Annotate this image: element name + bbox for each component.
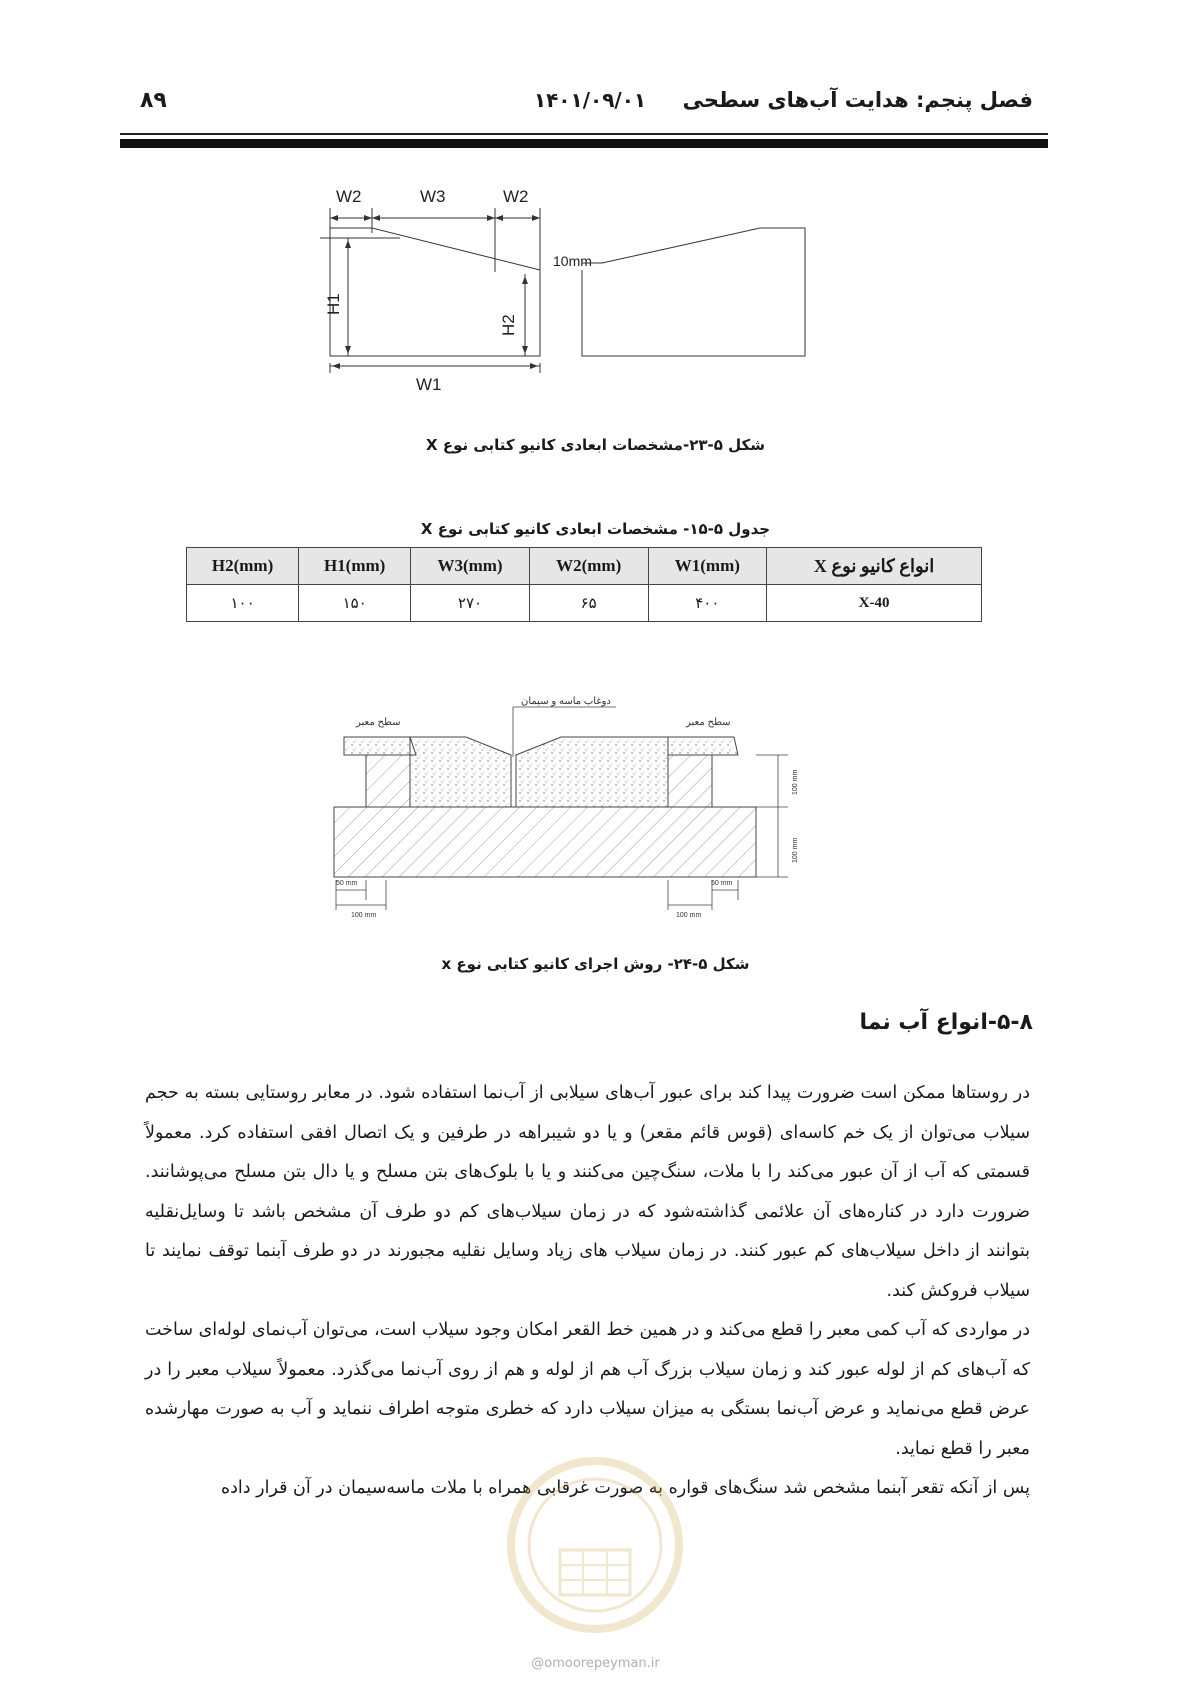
canio-dimension-diagram <box>320 188 830 418</box>
label-surface-right: سطح معبر <box>686 717 731 728</box>
table-header-row <box>187 548 982 585</box>
table-cell: ۴۰۰ <box>648 585 767 622</box>
paragraph: در مواردی که آب کمی معبر را قطع می‌کند و در همین خط القعر امکان وجود سیلاب است، می‌توان آب‌نمای لوله‌ای ساخت که آب‌های کم از لوله عبور کند و زمان سیلاب بزرگ آب هم از لوله و هم از روی آب‌نما می‌گذرد. معمولاً سیلاب معبر را در عرض قطع می‌نماید و عرض آب‌نما بستگی به میزان سیلاب دارد که خطری متوجه اطراف ننماید و آب به صورت مهارشده معبر را قطع نماید. <box>145 1320 1030 1459</box>
body-text <box>145 1074 1030 1509</box>
label-w1: W1 <box>416 375 442 394</box>
label-10mm: 10mm <box>553 253 592 269</box>
right-surface-paver <box>668 737 738 755</box>
base-slab <box>334 807 756 877</box>
paragraph: در روستاها ممکن است ضرورت پیدا کند برای عبور آب‌های سیلابی از آب‌نما استفاده شود. در معابر روستایی بسته به حجم سیلاب می‌توان از یک خم کاسه‌ای (قوس قائم مقعر) و یا دو شیبراهه در طرفین و یک اتصال افقی استفاده کرد. معمولاً قسمتی که آب از آن عبور می‌کند را با ملات، سنگ‌چین می‌کنند و یا با بلوک‌های بتن مسلح و یا دال بتن مسلح می‌پوشانند. ضرورت دارد در کناره‌های آن علائمی گذاشته‌شود که در زمان سیلاب‌های کم دو طرف آن مشخص باشد تا وسایل‌نقلیه بتوانند از داخل سیلاب‌های کم عبور کنند. در زمان سیلاب های زیاد وسایل نقلیه مجبورند در دو طرف آبنما توقف نمایند تا سیلاب فروکش کند. <box>145 1083 1030 1301</box>
table-header-cell: W1(mm) <box>648 548 767 585</box>
table-header-cell: انواع کانیو نوع X <box>767 548 982 585</box>
table-header-cell: W3(mm) <box>411 548 530 585</box>
left-surface-paver <box>344 737 416 755</box>
table-header-cell: W2(mm) <box>529 548 648 585</box>
label-surface-left: سطح معبر <box>356 717 401 728</box>
table-header-cell: H1(mm) <box>299 548 411 585</box>
section-title: ۵-۸-انواع آب نما <box>859 1010 1033 1035</box>
watermark-seal <box>505 1455 685 1635</box>
table-cell: X-40 <box>767 585 982 622</box>
header-divider-thick <box>120 139 1048 148</box>
label-dim-top: 100 mm <box>792 769 799 795</box>
dimension-table <box>186 547 982 622</box>
label-right-50: 50 mm <box>711 880 733 887</box>
page-number: ۸۹ <box>140 88 167 113</box>
right-curb-block <box>668 755 712 807</box>
label-h1: H1 <box>324 293 343 315</box>
page-header <box>140 88 1033 120</box>
header-divider-thin <box>120 133 1048 135</box>
paragraph: پس از آنکه تقعر آبنما مشخص شد سنگ‌های قواره به صورت غرقابی همراه با ملات ماسه‌سیمان در آن قرار داده <box>220 1478 1030 1498</box>
figure1-caption: شکل ۵-۲۳-مشخصات ابعادی کانیو کتابی نوع X <box>426 436 765 454</box>
label-h2: H2 <box>499 314 518 336</box>
label-w2-left: W2 <box>336 188 362 206</box>
table-header-cell: H2(mm) <box>187 548 299 585</box>
table-cell: ۱۰۰ <box>187 585 299 622</box>
table-row <box>187 585 982 622</box>
left-curb-block <box>366 755 410 807</box>
table-cell: ۶۵ <box>529 585 648 622</box>
label-w3: W3 <box>420 188 446 206</box>
label-left-50: 50 mm <box>336 880 358 887</box>
table-caption: جدول ۵-۱۵- مشخصات ابعادی کانیو کتابی نوع X <box>420 520 771 538</box>
canio-right-profile <box>582 228 805 356</box>
header-date: ۱۴۰۱/۰۹/۰۱ <box>533 88 647 112</box>
table-cell: ۱۵۰ <box>299 585 411 622</box>
label-right-100: 100 mm <box>676 912 702 919</box>
label-grout: دوغاب ماسه و سیمان <box>521 696 611 707</box>
label-dim-bottom: 100 mm <box>792 837 799 863</box>
label-w2-right: W2 <box>503 188 529 206</box>
right-concrete-body <box>516 737 668 807</box>
label-left-100: 100 mm <box>351 912 377 919</box>
watermark-site: @omoorepeyman.ir <box>531 1656 660 1671</box>
table-cell: ۲۷۰ <box>411 585 530 622</box>
figure2-caption: شکل ۵-۲۴- روش اجرای کانیو کتابی نوع x <box>441 955 750 973</box>
chapter-title: فصل پنجم: هدایت آب‌های سطحی <box>682 88 1033 112</box>
left-concrete-body <box>410 737 511 807</box>
canio-construction-diagram <box>326 695 866 935</box>
